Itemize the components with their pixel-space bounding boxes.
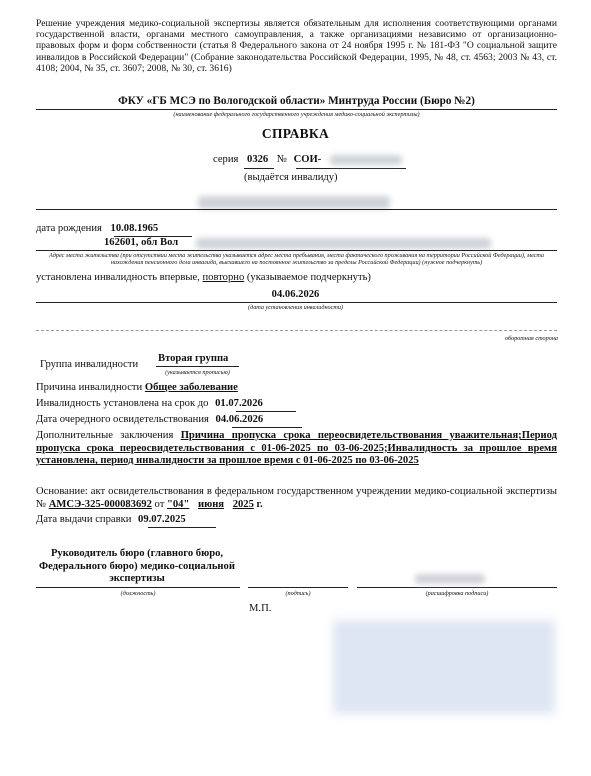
redacted-signer: [415, 574, 485, 584]
series-value: 0326: [247, 154, 269, 165]
issue-date-underline: [148, 527, 216, 528]
basis-year: 2025: [232, 498, 254, 510]
next-exam-row: [36, 414, 263, 427]
institution-name: ФКУ «ГБ МСЭ по Вологодской области» Минтруда России (Бюро №2): [118, 95, 475, 107]
series-underline: [244, 168, 274, 169]
signature-line: [248, 587, 348, 588]
institution-caption: (наименование федерального государственного учреждения медико-социальной экспертизы): [173, 111, 420, 118]
seal-label: М.П.: [249, 603, 272, 614]
address-caption: Адрес места жительства (при отсутствии места жительства указывается адрес места пребывания, места фактического проживания на территории Российской Федерации), места нахождения пенсионного дела инвалида, выехавшего на постоянное жительство за пределы Российской Федерации) (нужное подчеркнуть): [48, 252, 545, 266]
seal-stamp: [333, 620, 555, 714]
term-underline: [236, 411, 296, 412]
basis-text: Основание: акт освидетельствования в федеральном государственном учреждении медико-социальной экспертизы №: [36, 486, 557, 510]
group-underline: [156, 366, 239, 367]
legal-notice: Решение учреждения медико-социальной экспертизы является обязательным для исполнения соответствующими органами государственной власти, органами местного самоуправления, а также организациями независимо от организационно-правовых форм и форм собственности (статья 8 Федерального закона от 24 ноября 1995 г. № 181-ФЗ "О социальной защите инвалидов в Российской Федерации" (Собрание законодательства Российской Федерации, 1995, № 48, ст. 4563; 2003 № 43, ст. 4108; 2004, № 35, ст. 3607; 2008, № 30, ст. 3616): [36, 18, 557, 74]
name-underline: [36, 209, 557, 210]
position-caption: (должность): [120, 590, 156, 597]
head-position: Руководитель бюро (главного бюро, Федерального бюро) медико-социальной экспертизы: [39, 548, 235, 585]
established-row: [36, 272, 371, 285]
series-row: [213, 154, 321, 167]
decryption-line: [357, 587, 557, 588]
term-row: [36, 398, 263, 411]
issue-date-label: Дата выдачи справки: [36, 514, 132, 525]
group-label: Группа инвалидности: [40, 359, 139, 370]
cause-value: Общее заболевание: [144, 382, 238, 393]
cause-label: Причина инвалидности: [36, 382, 143, 393]
address-underline: [36, 250, 557, 251]
additional-value: Причина пропуска срока переосвидетельствования уважительная;Период пропуска срока переосвидетельствования с 01-06-2025 по 03-06-2025;Инвалидность за прошлое время установлена, период инвалидности за прошлое время с 01-06-2025 по 03-06-2025: [36, 430, 557, 467]
page-title: СПРАВКА: [261, 126, 330, 141]
decryption-caption: (расшифровка подписи): [425, 590, 489, 597]
series-label: серия: [213, 154, 239, 165]
number-label: №: [276, 154, 287, 165]
basis-from: от: [154, 498, 165, 510]
basis-row: [36, 486, 557, 511]
next-exam-underline: [232, 427, 302, 428]
number-value: СОИ-: [293, 154, 322, 165]
number-underline: [296, 168, 406, 169]
term-value: 01.07.2026: [215, 398, 263, 409]
additional-row: [36, 430, 557, 468]
cause-row: [36, 382, 238, 395]
address-value: 162601, обл Вол: [104, 237, 179, 248]
basis-act: АМСЭ-325-000083692: [48, 498, 152, 510]
basis-month: июня: [198, 498, 225, 510]
cut-line: [36, 330, 557, 331]
established-date: 04.06.2026: [271, 289, 320, 300]
basis-day: "04": [166, 498, 190, 510]
next-exam-label: Дата очередного освидетельствования: [36, 414, 209, 425]
group-value: Вторая группа: [158, 353, 229, 364]
divider: [36, 109, 557, 110]
established-caption: (дата установления инвалидности): [248, 304, 343, 311]
established-prefix: установлена инвалидность впервые,: [36, 272, 203, 283]
issue-date-row: [36, 514, 186, 527]
reverse-side-label: оборотная сторона: [504, 335, 558, 342]
established-underlined: повторно: [202, 272, 245, 283]
redacted-address: [196, 238, 491, 249]
signature-caption: (подпись): [285, 590, 311, 597]
birth-row: [36, 223, 158, 236]
group-caption: (указывается прописью): [165, 369, 230, 376]
established-underline: [36, 302, 557, 303]
established-suffix: (указываемое подчеркнуть): [244, 272, 371, 283]
redacted-name: [198, 196, 390, 209]
position-line: [36, 587, 240, 588]
birth-label: дата рождения: [36, 223, 102, 234]
term-label: Инвалидность установлена на срок до: [36, 398, 209, 409]
basis-year-suffix: г.: [256, 498, 263, 510]
issued-to: (выдаётся инвалиду): [244, 172, 338, 183]
redacted-number: [330, 155, 402, 165]
next-exam-value: 04.06.2026: [215, 414, 264, 425]
birth-value: 10.08.1965: [110, 223, 159, 234]
issue-date-value: 09.07.2025: [138, 514, 186, 525]
additional-label: Дополнительные заключения: [36, 430, 174, 441]
